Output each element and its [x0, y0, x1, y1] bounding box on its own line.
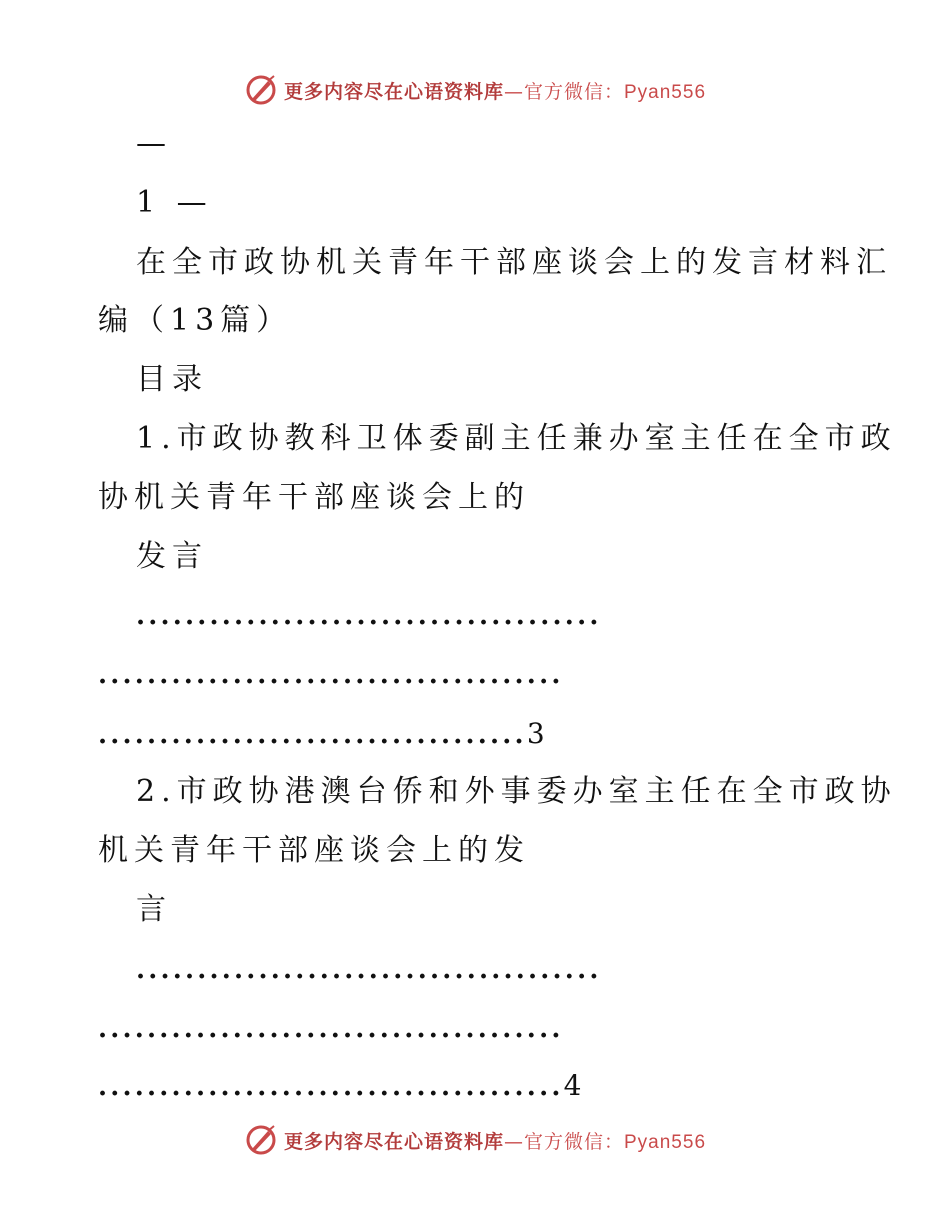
- watermark-text: 更多内容尽在心语资料库—官方微信：Pyan556: [283, 1130, 707, 1153]
- toc-entry-2-leader-3: ......................................4: [98, 1069, 582, 1102]
- header-dash: —: [136, 126, 172, 161]
- toc-entry-1-line1: 1.市政协教科卫体委副主任兼办室主任在全市政: [136, 421, 897, 456]
- toc-entry-2-line1: 2.市政协港澳台侨和外事委办室主任在全市政协: [136, 774, 897, 809]
- toc-entry-1-leader-2: ......................................: [98, 660, 564, 690]
- document-title-line2: 编（13篇）: [98, 303, 293, 338]
- watermark-text: 更多内容尽在心语资料库—官方微信：Pyan556: [283, 80, 707, 103]
- toc-entry-1-line2: 协机关青年干部座谈会上的: [98, 480, 530, 515]
- toc-entry-2-line3: 言: [136, 892, 172, 927]
- toc-entry-1-leader-3: ...................................3: [98, 717, 545, 750]
- toc-entry-2-line2: 机关青年干部座谈会上的发: [98, 833, 530, 868]
- document-title-line1: 在全市政协机关青年干部座谈会上的发言材料汇: [136, 245, 892, 280]
- quill-logo-icon: [244, 73, 278, 107]
- toc-entry-2-page: 4: [563, 1069, 582, 1102]
- toc-entry-2-leader-1: ......................................: [136, 955, 602, 985]
- toc-entry-1-page: 3: [526, 717, 545, 750]
- page-marker: 1 —: [136, 185, 213, 220]
- toc-heading: 目录: [136, 362, 208, 397]
- quill-logo-icon: [244, 1123, 278, 1157]
- watermark-banner-top: [0, 70, 950, 110]
- watermark-banner-bottom: [0, 1120, 950, 1160]
- toc-entry-2-leader-2: ......................................: [98, 1014, 564, 1044]
- toc-entry-1-line3: 发言: [136, 539, 208, 574]
- toc-entry-1-leader-1: ......................................: [136, 601, 602, 631]
